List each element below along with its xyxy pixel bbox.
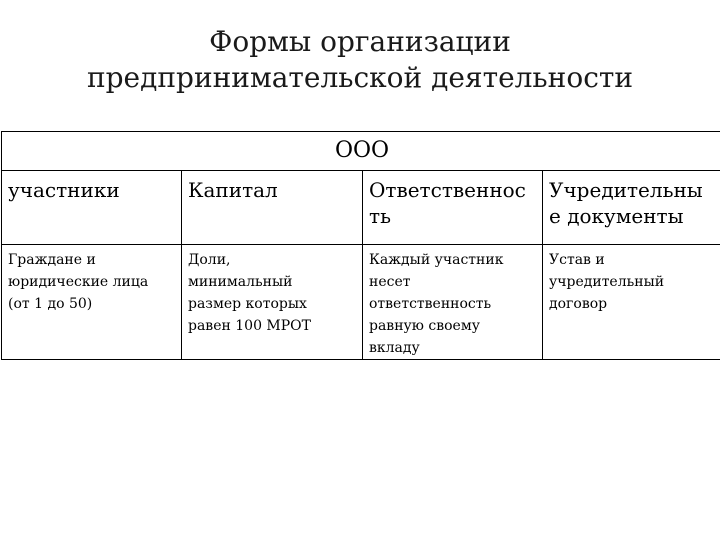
cell-line: равен 100 МРОТ <box>188 318 311 334</box>
cell-line: договор <box>549 296 608 312</box>
header-line: ть <box>369 204 391 228</box>
table-caption: ООО <box>2 132 720 171</box>
header-line: участники <box>8 178 120 202</box>
title-line-1: Формы организации <box>209 25 511 58</box>
header-line: е документы <box>549 204 684 228</box>
cell-line: равную своему <box>369 318 480 334</box>
cell-responsibility <box>363 245 543 360</box>
cell-line: размер которых <box>188 296 307 312</box>
caption-row <box>2 132 720 171</box>
cell-line: Доли, <box>188 252 231 268</box>
cell-line: ответственность <box>369 296 492 312</box>
slide-title <box>0 24 720 96</box>
cell-line: минимальный <box>188 274 293 290</box>
ooo-table <box>1 131 720 360</box>
header-capital <box>182 171 363 245</box>
cell-line: вкладу <box>369 340 420 356</box>
title-line-2: предпринимательской деятельности <box>86 61 634 94</box>
header-participants <box>2 171 182 245</box>
cell-line: Каждый участник <box>369 252 504 268</box>
cell-line: (от 1 до 50) <box>8 296 93 312</box>
header-line: Ответственнос <box>369 178 526 202</box>
header-founding-documents <box>543 171 720 245</box>
cell-line: юридические лица <box>8 274 149 290</box>
cell-line: учредительный <box>549 274 665 290</box>
header-line: Капитал <box>188 178 278 202</box>
cell-capital <box>182 245 363 360</box>
header-row <box>2 171 720 245</box>
header-responsibility <box>363 171 543 245</box>
content-row <box>2 245 720 360</box>
cell-line: несет <box>369 274 411 290</box>
cell-founding-documents <box>543 245 720 360</box>
cell-participants <box>2 245 182 360</box>
header-line: Учредительны <box>549 178 703 202</box>
cell-line: Устав и <box>549 252 605 268</box>
cell-line: Граждане и <box>8 252 96 268</box>
